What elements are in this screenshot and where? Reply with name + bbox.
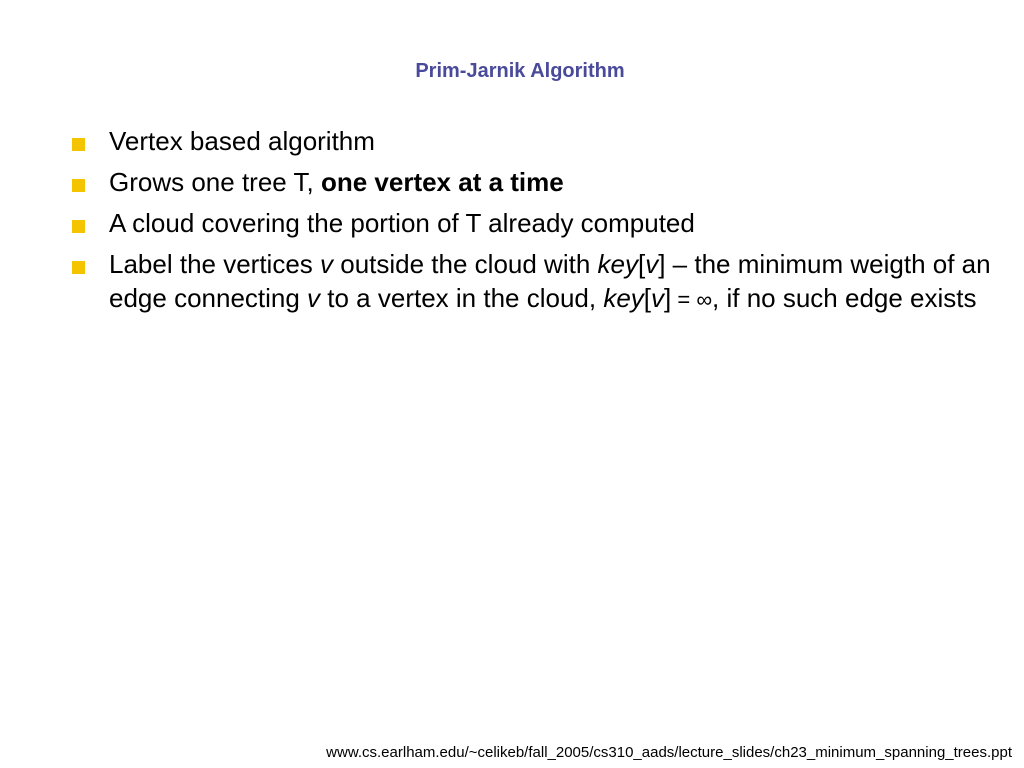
math-variable: v [307,283,321,313]
bullet-text: outside the cloud with [333,249,598,279]
math-function: key [603,283,644,313]
math-bracket: [ [637,249,646,279]
math-function: key [597,249,638,279]
bullet-text: – the minimum weigth of an edge connecting [109,249,991,313]
math-bracket: ] [658,249,666,279]
bullet-item [72,247,992,317]
bullet-text: , if no such edge exists [712,283,977,313]
bullet-item [72,124,992,158]
bullet-text: Vertex based algorithm [109,126,375,156]
bullet-square-icon [72,220,85,233]
bullet-square-icon [72,138,85,151]
bullet-list [72,124,992,324]
slide-title: Prim-Jarnik Algorithm [415,60,625,82]
bullet-square-icon [72,179,85,192]
bullet-text: Label the vertices [109,249,321,279]
bullet-item [72,165,992,199]
math-bracket: [ [643,283,652,313]
bullet-text: Grows one tree T, [109,167,321,197]
bullet-square-icon [72,261,85,274]
source-url: www.cs.earlham.edu/~celikeb/fall_2005/cs310_aads/lecture_slides/ch23_minimum_spanning_trees.ppt [326,744,1012,761]
math-variable: v [651,283,665,313]
bullet-text: A cloud covering the portion of T already computed [109,208,695,238]
math-infinity: = ∞ [671,287,713,312]
math-bracket: ] [664,283,672,313]
math-variable: v [320,249,334,279]
bullet-emphasis: one vertex at a time [320,167,564,197]
math-variable: v [645,249,659,279]
bullet-text: to a vertex in the cloud, [320,283,604,313]
bullet-item [72,206,992,240]
